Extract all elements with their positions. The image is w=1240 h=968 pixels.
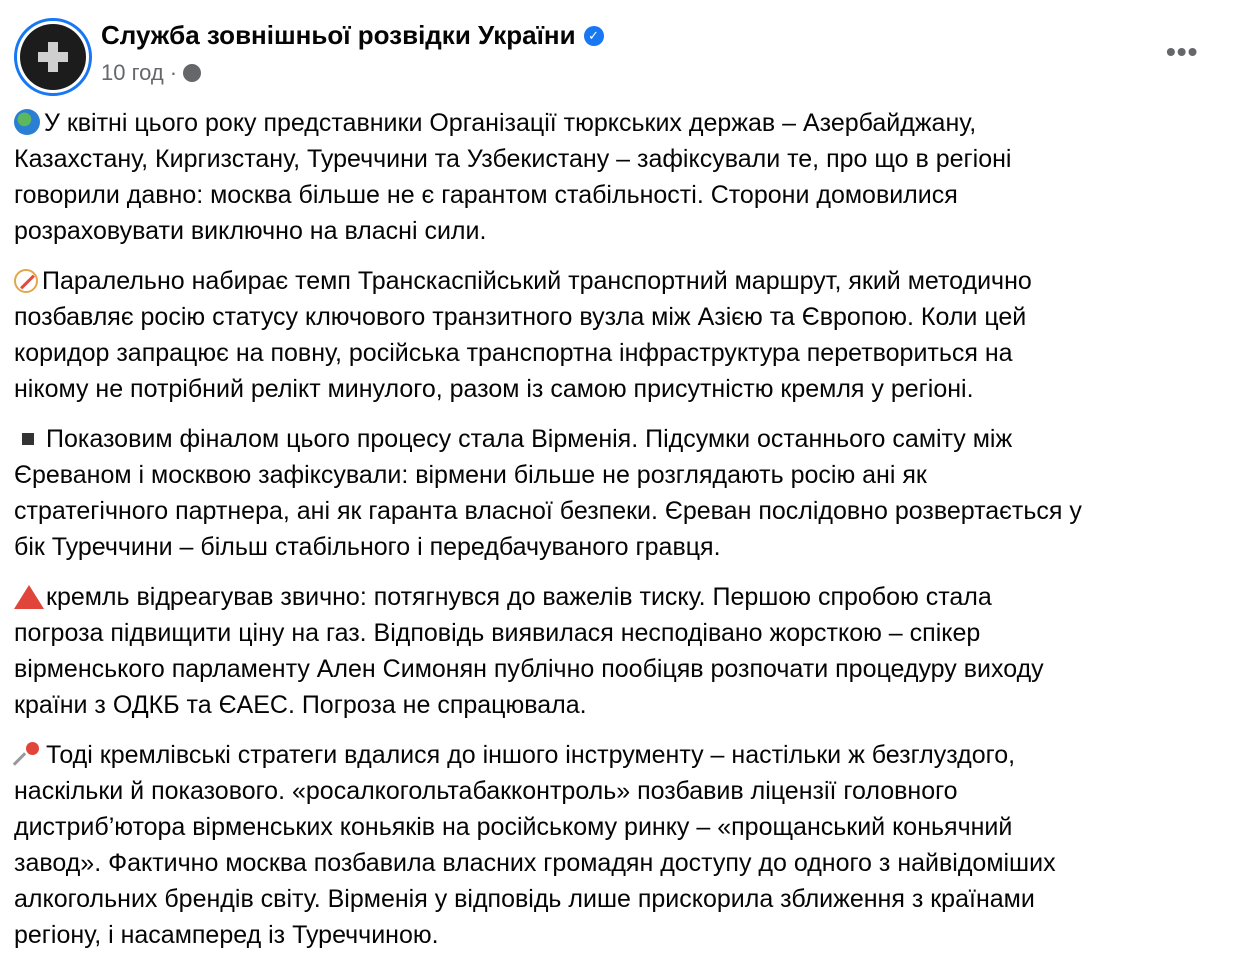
text-line xyxy=(14,651,1234,687)
text-line xyxy=(14,263,1234,299)
text-line xyxy=(14,809,1234,845)
text-line xyxy=(14,213,1234,249)
avatar[interactable] xyxy=(14,18,92,96)
post-paragraph xyxy=(14,737,1234,953)
emblem-icon xyxy=(38,42,68,72)
line-text: розраховувати виключно на власні сили. xyxy=(14,217,487,245)
line-text: Паралельно набирає темп Транскаспійський транспортний маршрут, який методично xyxy=(42,267,1032,295)
red-triangle-icon xyxy=(14,585,44,609)
text-line xyxy=(14,335,1234,371)
line-text: бік Туреччини – більш стабільного і передбачуваного гравця. xyxy=(14,533,721,561)
text-line xyxy=(14,687,1234,723)
text-line xyxy=(14,493,1234,529)
text-line xyxy=(14,141,1234,177)
text-line xyxy=(14,845,1234,881)
text-line xyxy=(14,299,1234,335)
verified-badge-icon: ✓ xyxy=(584,26,604,46)
more-options-button[interactable]: ••• xyxy=(1166,36,1199,67)
text-line xyxy=(14,457,1234,493)
line-text: країни з ОДКБ та ЄАЕС. Погроза не спрацювала. xyxy=(14,691,587,719)
line-text: Показовим фіналом цього процесу стала Вірменія. Підсумки останнього саміту між xyxy=(46,425,1013,453)
pushpin-icon xyxy=(14,741,42,767)
post-paragraph xyxy=(14,263,1234,407)
line-text: регіону, і насамперед із Туреччиною. xyxy=(14,921,439,949)
post-paragraph xyxy=(14,105,1234,249)
line-text: погроза підвищити ціну на газ. Відповідь виявилася несподівано жорсткою – спікер xyxy=(14,619,981,647)
line-text: Казахстану, Киргизстану, Туреччини та Узбекистану – зафіксували те, про що в регіоні xyxy=(14,145,1012,173)
line-text: Тоді кремлівські стратеги вдалися до іншого інструменту – настільки ж безглуздого, xyxy=(46,741,1016,769)
globe-icon xyxy=(14,109,40,135)
author-row xyxy=(101,20,604,51)
meta-separator: · xyxy=(169,60,178,85)
line-text: коридор запрацює на повну, російська транспортна інфраструктура перетвориться на xyxy=(14,339,1013,367)
text-line xyxy=(14,421,1234,457)
text-line xyxy=(14,105,1234,141)
text-line xyxy=(14,177,1234,213)
line-text: алкогольних брендів світу. Вірменія у відповідь лише прискорила зближення з країнами xyxy=(14,885,1035,913)
line-text: нікому не потрібний релікт минулого, разом із самою присутністю кремля у регіоні. xyxy=(14,375,974,403)
post-text xyxy=(14,105,1234,967)
line-text: дистриб’ютора вірменських коньяків на російському ринку – «прощанський коньячний xyxy=(14,813,1013,841)
line-text: вірменського парламенту Ален Симонян публічно пообіцяв розпочати процедуру виходу xyxy=(14,655,1044,683)
text-line xyxy=(14,917,1234,953)
post-paragraph xyxy=(14,421,1234,565)
compass-icon xyxy=(14,269,38,293)
post-paragraph xyxy=(14,579,1234,723)
line-text: говорили давно: москва більше не є гарантом стабільності. Сторони домовилися xyxy=(14,181,958,209)
author-name[interactable]: Служба зовнішньої розвідки України xyxy=(101,20,576,50)
text-line xyxy=(14,737,1234,773)
text-line xyxy=(14,881,1234,917)
line-text: позбавляє росію статусу ключового транзитного вузла між Азією та Європою. Коли цей xyxy=(14,303,1027,331)
text-line xyxy=(14,615,1234,651)
text-line xyxy=(14,371,1234,407)
post-time[interactable]: 10 год xyxy=(101,60,164,85)
line-text: кремль відреагував звично: потягнувся до важелів тиску. Першою спробою стала xyxy=(46,583,992,611)
text-line xyxy=(14,579,1234,615)
line-text: завод». Фактично москва позбавила власних громадян доступу до одного з найвідоміших xyxy=(14,849,1056,877)
globe-icon xyxy=(183,64,201,82)
line-text: Єреваном і москвою зафіксували: вірмени більше не розглядають росію ані як xyxy=(14,461,927,489)
black-square-icon xyxy=(22,433,34,445)
line-text: У квітні цього року представники Організації тюркських держав – Азербайджану, xyxy=(44,109,977,137)
text-line xyxy=(14,773,1234,809)
line-text: стратегічного партнера, ані як гаранта власної безпеки. Єреван послідовно розвертається у xyxy=(14,497,1082,525)
text-line xyxy=(14,529,1234,565)
post-meta xyxy=(101,60,201,86)
line-text: наскільки й показового. «росалкогольтабакконтроль» позбавив ліцензії головного xyxy=(14,777,958,805)
avatar-image xyxy=(20,24,86,90)
